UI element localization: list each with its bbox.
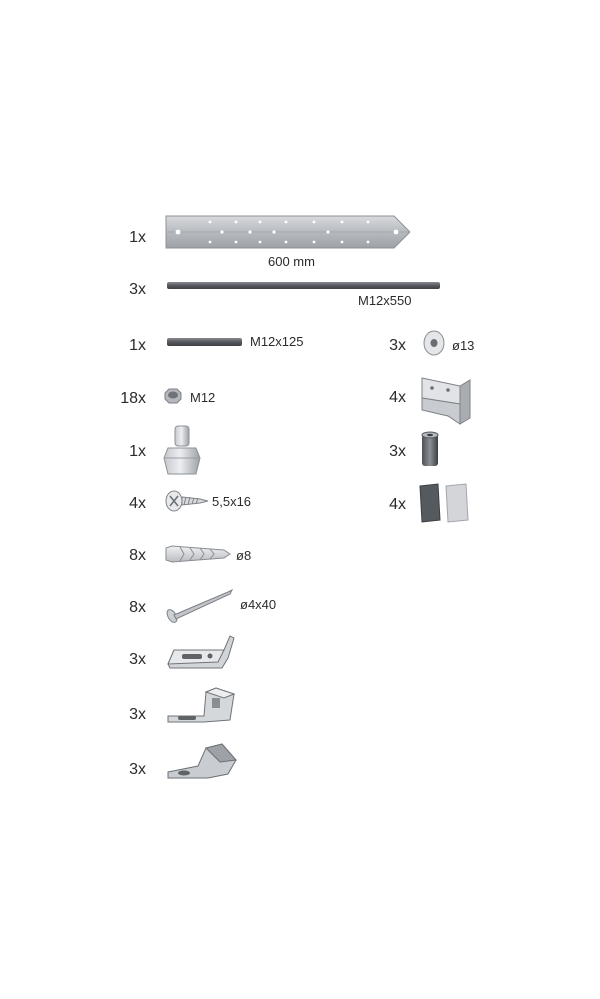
screw-icon: [164, 488, 210, 514]
quantity-nail: 8x: [129, 599, 146, 616]
quantity-short-rod: 1x: [129, 337, 146, 354]
spacer-sleeve-icon: [418, 430, 442, 470]
adhesive-pads-icon: [418, 482, 474, 524]
angle-bracket-icon: [418, 374, 474, 428]
threaded-adapter-icon: [162, 422, 206, 480]
quantity-adapter: 1x: [129, 443, 146, 460]
quantity-wall-plug: 8x: [129, 547, 146, 564]
quantity-pads: 4x: [389, 496, 406, 513]
nail-size-label: ø4x40: [240, 597, 277, 612]
threaded-rod-long-icon: [166, 280, 442, 292]
quantity-nut: 18x: [120, 390, 146, 407]
bracket-clip-icon: [164, 686, 240, 730]
hex-nut-icon: [162, 387, 184, 405]
nut-size-label: M12: [190, 390, 216, 405]
threaded-rod-short-icon: [166, 336, 244, 348]
screw-size-label: 5,5x16: [212, 494, 252, 509]
quantity-clip-1: 3x: [129, 651, 146, 668]
quantity-rail: 1x: [129, 229, 146, 246]
quantity-washer: 3x: [389, 337, 406, 354]
bracket-clip-icon: [164, 634, 240, 674]
quantity-angle-bracket: 4x: [389, 389, 406, 406]
washer-size-label: ø13: [452, 338, 475, 353]
washer-icon: [420, 328, 448, 358]
mounting-rail-icon: [164, 210, 414, 252]
quantity-clip-3: 3x: [129, 761, 146, 778]
quantity-long-rod: 3x: [129, 281, 146, 298]
wall-plug-size-label: ø8: [236, 548, 252, 563]
long-rod-size-label: M12x550: [358, 293, 412, 308]
nail-icon: [164, 588, 236, 624]
rail-length-label: 600 mm: [268, 254, 315, 269]
quantity-sleeve: 3x: [389, 443, 406, 460]
quantity-clip-2: 3x: [129, 706, 146, 723]
quantity-screw: 4x: [129, 495, 146, 512]
bracket-clip-icon: [164, 740, 240, 784]
short-rod-size-label: M12x125: [250, 334, 304, 349]
wall-plug-icon: [164, 542, 234, 566]
